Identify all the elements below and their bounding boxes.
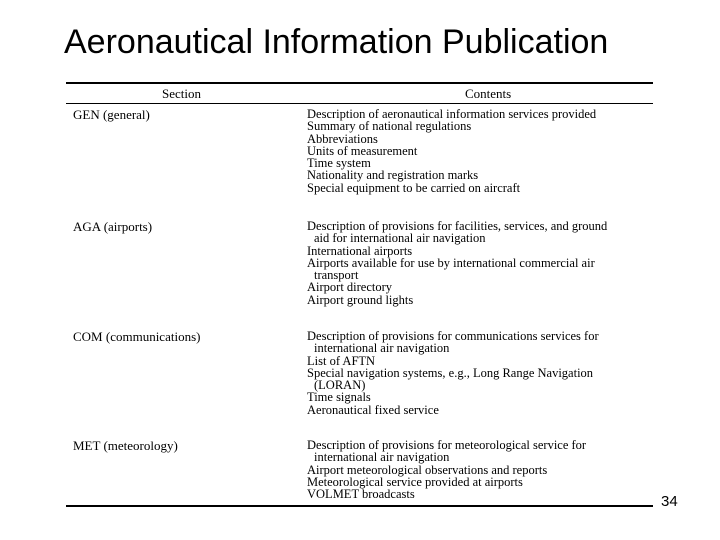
contents-line: Nationality and registration marks <box>307 168 479 183</box>
page-title: Aeronautical Information Publication <box>64 23 609 61</box>
section-aga: AGA (airports) <box>73 219 153 234</box>
contents-aga <box>307 220 607 306</box>
contents-line: List of AFTN <box>307 353 376 368</box>
contents-line: international air navigation <box>314 450 450 465</box>
column-header-section: Section <box>162 86 201 101</box>
contents-line: Airport ground lights <box>307 292 414 307</box>
contents-line: International airports <box>307 243 413 258</box>
contents-line: VOLMET broadcasts <box>307 487 415 502</box>
contents-line: (LORAN) <box>314 378 366 393</box>
contents-line: Meteorological service provided at airports <box>307 474 523 489</box>
section-met: MET (meteorology) <box>73 438 178 453</box>
page-number: 34 <box>661 493 678 510</box>
contents-line: Special navigation systems, e.g., Long Range Navigation <box>307 365 594 380</box>
contents-line: Description of provisions for facilities, services, and ground <box>307 219 608 233</box>
section-com: COM (communications) <box>73 329 201 344</box>
contents-line: Description of provisions for communications services for <box>307 329 599 343</box>
contents-line: Units of measurement <box>307 143 418 158</box>
contents-line: Time signals <box>307 390 371 405</box>
contents-line: Abbreviations <box>307 131 378 146</box>
contents-line: Summary of national regulations <box>307 119 472 134</box>
contents-line: Airport directory <box>307 280 393 295</box>
contents-line: Special equipment to be carried on aircraft <box>307 180 521 195</box>
contents-gen <box>307 108 596 194</box>
contents-line: international air navigation <box>314 341 450 356</box>
contents-com <box>307 330 599 416</box>
section-gen: GEN (general) <box>73 107 150 122</box>
contents-line: transport <box>314 268 359 283</box>
contents-met <box>307 439 586 500</box>
contents-line: Time system <box>307 156 371 171</box>
contents-line: Description of provisions for meteorological service for <box>307 438 587 452</box>
contents-line: aid for international air navigation <box>314 231 486 246</box>
contents-line: Airports available for use by international commercial air <box>307 255 595 270</box>
column-header-contents: Contents <box>465 86 512 101</box>
contents-line: Description of aeronautical information services provided <box>307 107 597 121</box>
table-bottom-rule <box>66 505 653 507</box>
contents-line: Airport meteorological observations and reports <box>307 462 548 477</box>
table-top-rule <box>66 82 653 84</box>
header-rule <box>66 103 653 104</box>
contents-line: Aeronautical fixed service <box>307 402 439 417</box>
